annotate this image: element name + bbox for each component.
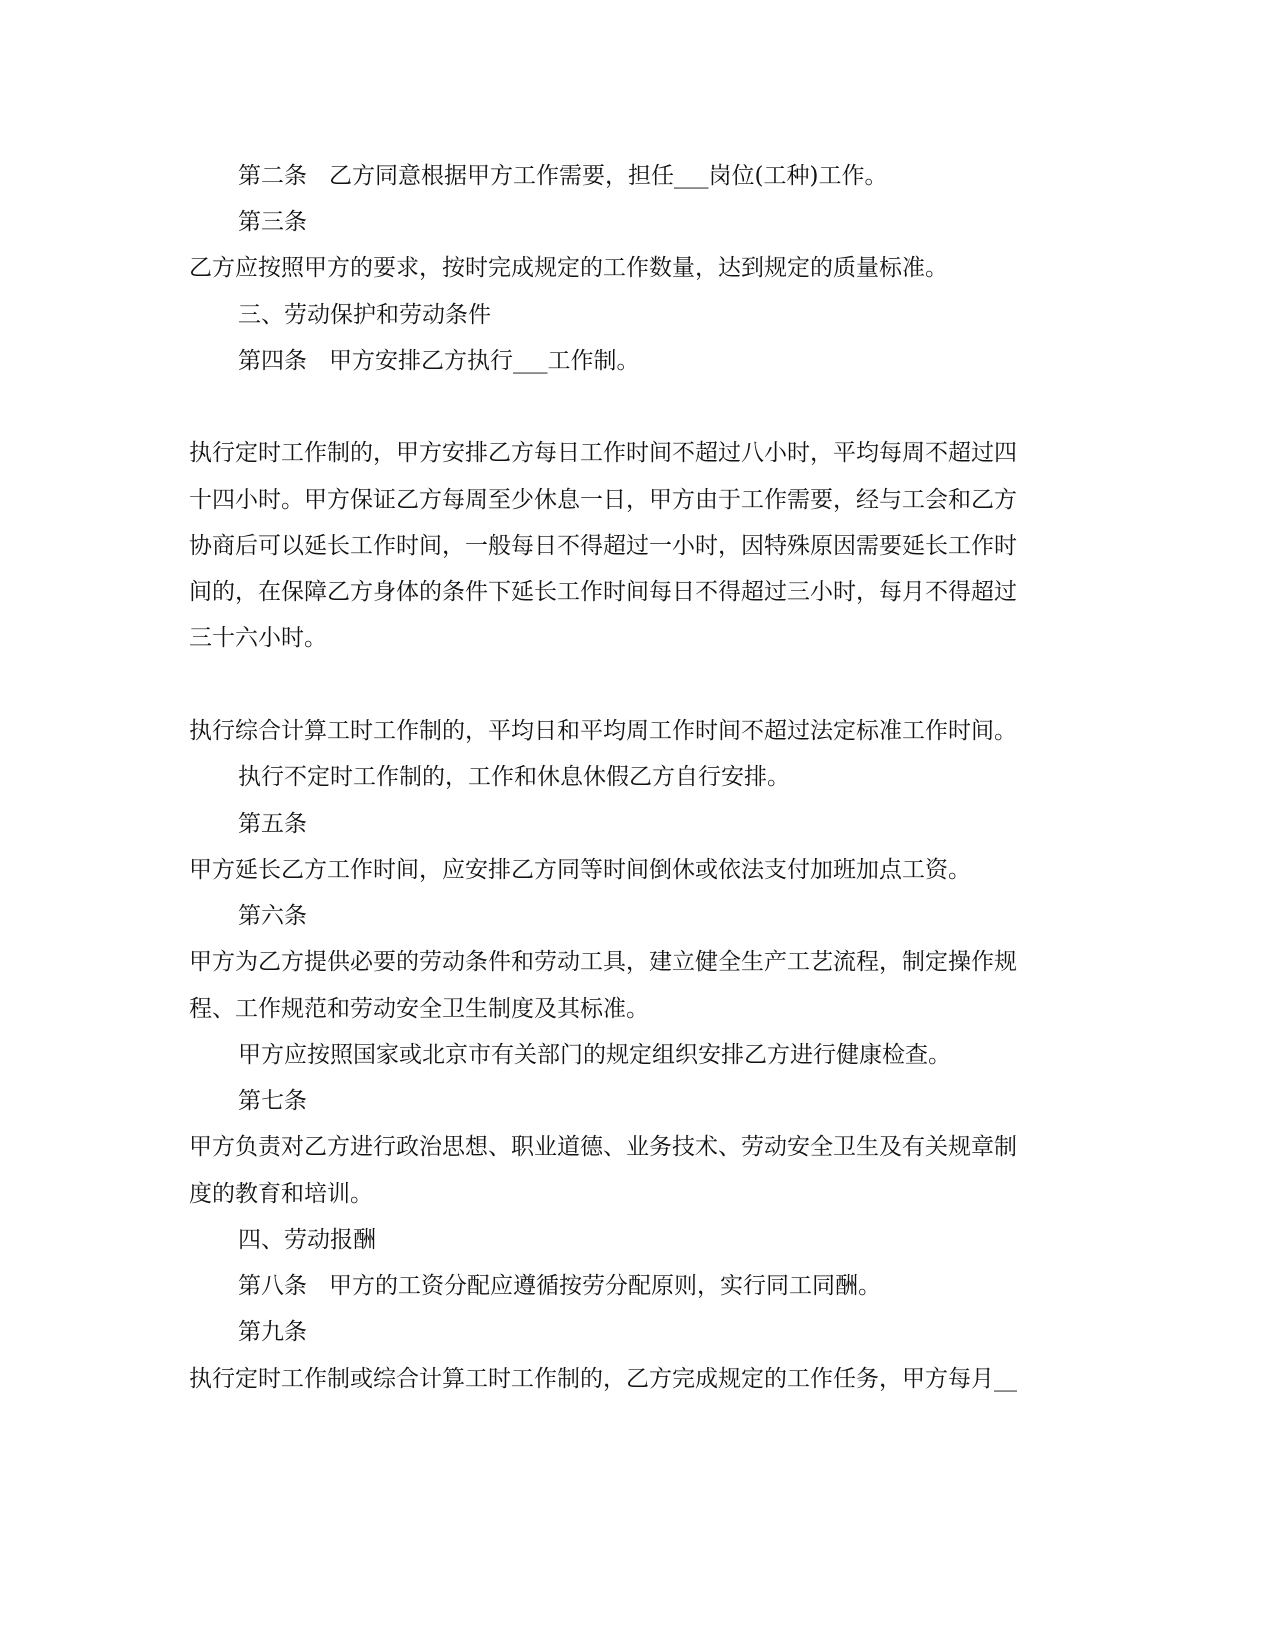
clause-8-line — [238, 1262, 1138, 1311]
clause-4-line — [238, 337, 1138, 386]
paragraph-line: 执行定时工作制的，甲方安排乙方每日工作时间不超过八小时，平均每周不超过四 — [189, 440, 1017, 466]
clause-2-line — [238, 152, 1138, 201]
clause-7-text: 甲方负责对乙方进行政治思想、职业道德、业务技术、劳动安全卫生及有关规章制 — [189, 1134, 1017, 1160]
clause-9-text: 执行定时工作制或综合计算工时工作制的，乙方完成规定的工作任务，甲方每月__ — [189, 1366, 1017, 1392]
section-4-heading: 四、劳动报酬 — [238, 1227, 376, 1253]
paragraph-line: 间的，在保障乙方身体的条件下延长工作时间每日不得超过三小时，每月不得超过 — [189, 579, 1017, 605]
clause-2-text: 乙方同意根据甲方工作需要，担任___岗位(工种)工作。 — [329, 163, 888, 189]
paragraph-line: 执行综合计算工时工作制的，平均日和平均周工作时间不超过法定标准工作时间。 — [189, 718, 1017, 744]
clause-9-number: 第九条 — [238, 1319, 307, 1345]
paragraph-line: 三十六小时。 — [189, 625, 327, 651]
clause-6-text: 甲方为乙方提供必要的劳动条件和劳动工具，建立健全生产工艺流程，制定操作规 — [189, 949, 1017, 975]
paragraph-line: 执行不定时工作制的，工作和休息休假乙方自行安排。 — [238, 764, 790, 790]
clause-5-text: 甲方延长乙方工作时间，应安排乙方同等时间倒休或依法支付加班加点工资。 — [189, 857, 971, 883]
clause-6-text: 程、工作规范和劳动安全卫生制度及其标准。 — [189, 996, 649, 1022]
section-3-heading: 三、劳动保护和劳动条件 — [238, 302, 491, 328]
clause-2-number: 第二条 — [238, 163, 307, 189]
clause-3-number: 第三条 — [238, 209, 307, 235]
clause-4-number: 第四条 — [238, 348, 307, 374]
clause-7-text: 度的教育和培训。 — [189, 1181, 373, 1207]
paragraph-line: 甲方应按照国家或北京市有关部门的规定组织安排乙方进行健康检查。 — [238, 1042, 951, 1068]
clause-3-text: 乙方应按照甲方的要求，按时完成规定的工作数量，达到规定的质量标准。 — [189, 255, 948, 281]
clause-8-text: 甲方的工资分配应遵循按劳分配原则，实行同工同酬。 — [329, 1273, 881, 1299]
clause-6-number: 第六条 — [238, 903, 307, 929]
paragraph-line: 协商后可以延长工作时间，一般每日不得超过一小时，因特殊原因需要延长工作时 — [189, 533, 1017, 559]
clause-5-number: 第五条 — [238, 811, 307, 837]
clause-4-text: 甲方安排乙方执行___工作制。 — [329, 348, 640, 374]
clause-8-number: 第八条 — [238, 1273, 307, 1299]
paragraph-line: 十四小时。甲方保证乙方每周至少休息一日，甲方由于工作需要，经与工会和乙方 — [189, 487, 1017, 513]
clause-7-number: 第七条 — [238, 1088, 307, 1114]
